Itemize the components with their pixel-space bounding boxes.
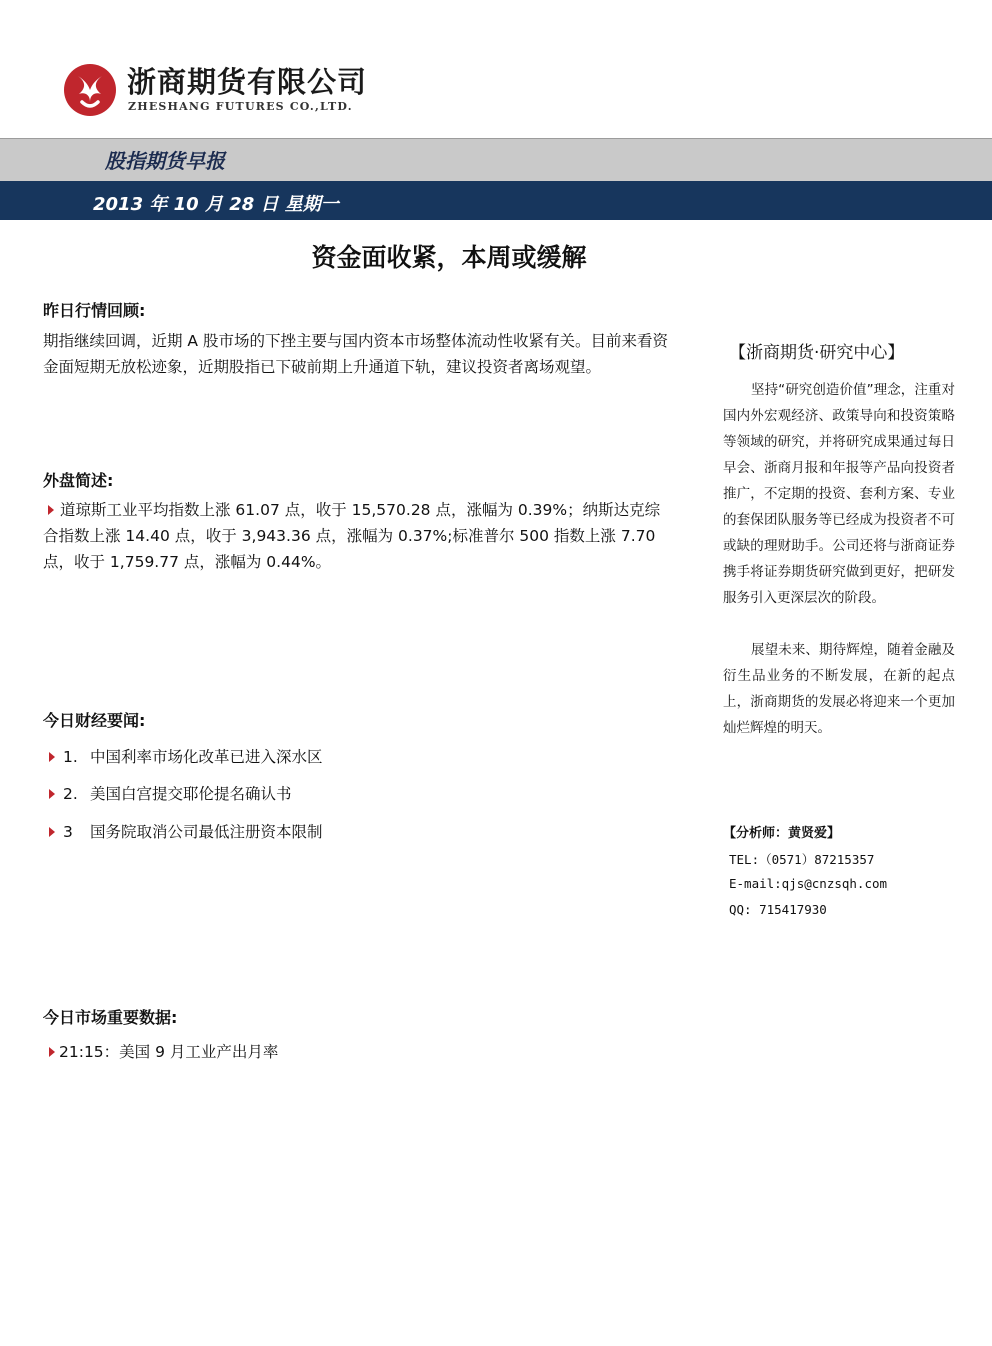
review-text: 期指继续回调，近期 A 股市场的下挫主要与国内资本市场整体流动性收紧有关。目前来看资金面短期无放松迹象，近期股指已下破前期上升通道下轨，建议投资者离场观望。: [43, 332, 668, 376]
bullet-triangle-icon: [49, 752, 55, 762]
list-item-number: 3: [63, 823, 73, 841]
company-name-cn: 浙商期货有限公司: [127, 65, 368, 99]
overseas-paragraph: [43, 497, 675, 575]
bullet-triangle-icon: [49, 827, 55, 837]
overseas-text: 道琼斯工业平均指数上涨 61.07 点，收于 15,570.28 点，涨幅为 0.39%；纳斯达克综合指数上涨 14.40 点，收于 3,943.36 点，涨幅为 0.37%;标准普尔 500 指数上涨 7.70 点，收于 1,759.77 点，涨幅为 0.44%。: [43, 501, 661, 571]
analyst-email: E-mail:qjs@cnzsqh.com: [729, 876, 888, 891]
overseas-title: 外盘简述:: [43, 471, 114, 490]
bullet-triangle-icon: [49, 1047, 55, 1057]
page-title: 资金面收紧，本周或缓解: [311, 243, 587, 272]
list-item-text: 中国利率市场化改革已进入深水区: [90, 748, 323, 766]
market-data-title: 今日市场重要数据:: [43, 1008, 178, 1027]
review-title: 昨日行情回顾:: [43, 301, 146, 320]
list-item: [43, 1039, 278, 1065]
sidebar-intro: 坚持“研究创造价值”理念，注重对国内外宏观经济、政策导向和投资策略等领域的研究，并将研究成果通过每日早会、浙商月报和年报等产品向投资者推广，不定期的投资、套利方案、专业的套保团队服务等已经成为投资者不可或缺的理财助手。公司还将与浙商证券携手将证券期货研究做到更好，把研发服务引入更深层次的阶段。: [723, 382, 955, 606]
list-item-text: 美国白宫提交耶伦提名确认书: [90, 785, 292, 803]
analyst-name: 【分析师：黄贤爱】: [723, 826, 841, 841]
analyst-tel: TEL:（0571）87215357: [729, 852, 875, 867]
list-item-number: 2.: [63, 785, 78, 803]
list-item-text: 国务院取消公司最低注册资本限制: [90, 823, 323, 841]
company-logo-icon: [62, 62, 118, 118]
sidebar-title: 【浙商期货·研究中心】: [729, 343, 905, 363]
list-item: [43, 744, 323, 770]
analyst-qq: QQ: 715417930: [729, 902, 827, 917]
company-name-en: ZHESHANG FUTURES CO.,LTD.: [128, 100, 353, 113]
list-item-text: 21:15：美国 9 月工业产出月率: [59, 1043, 279, 1061]
bullet-triangle-icon: [48, 505, 54, 515]
report-date: 2013 年 10 月 28 日 星期一: [93, 194, 339, 215]
news-title: 今日财经要闻:: [43, 711, 146, 730]
bullet-triangle-icon: [49, 789, 55, 799]
list-item: [43, 819, 323, 845]
list-item-number: 1.: [63, 748, 78, 766]
list-item: [43, 781, 292, 807]
report-name: 股指期货早报: [105, 149, 225, 173]
sidebar-outlook: 展望未来、期待辉煌，随着金融及衍生品业务的不断发展，在新的起点上，浙商期货的发展必将迎来一个更加灿烂辉煌的明天。: [723, 642, 955, 736]
